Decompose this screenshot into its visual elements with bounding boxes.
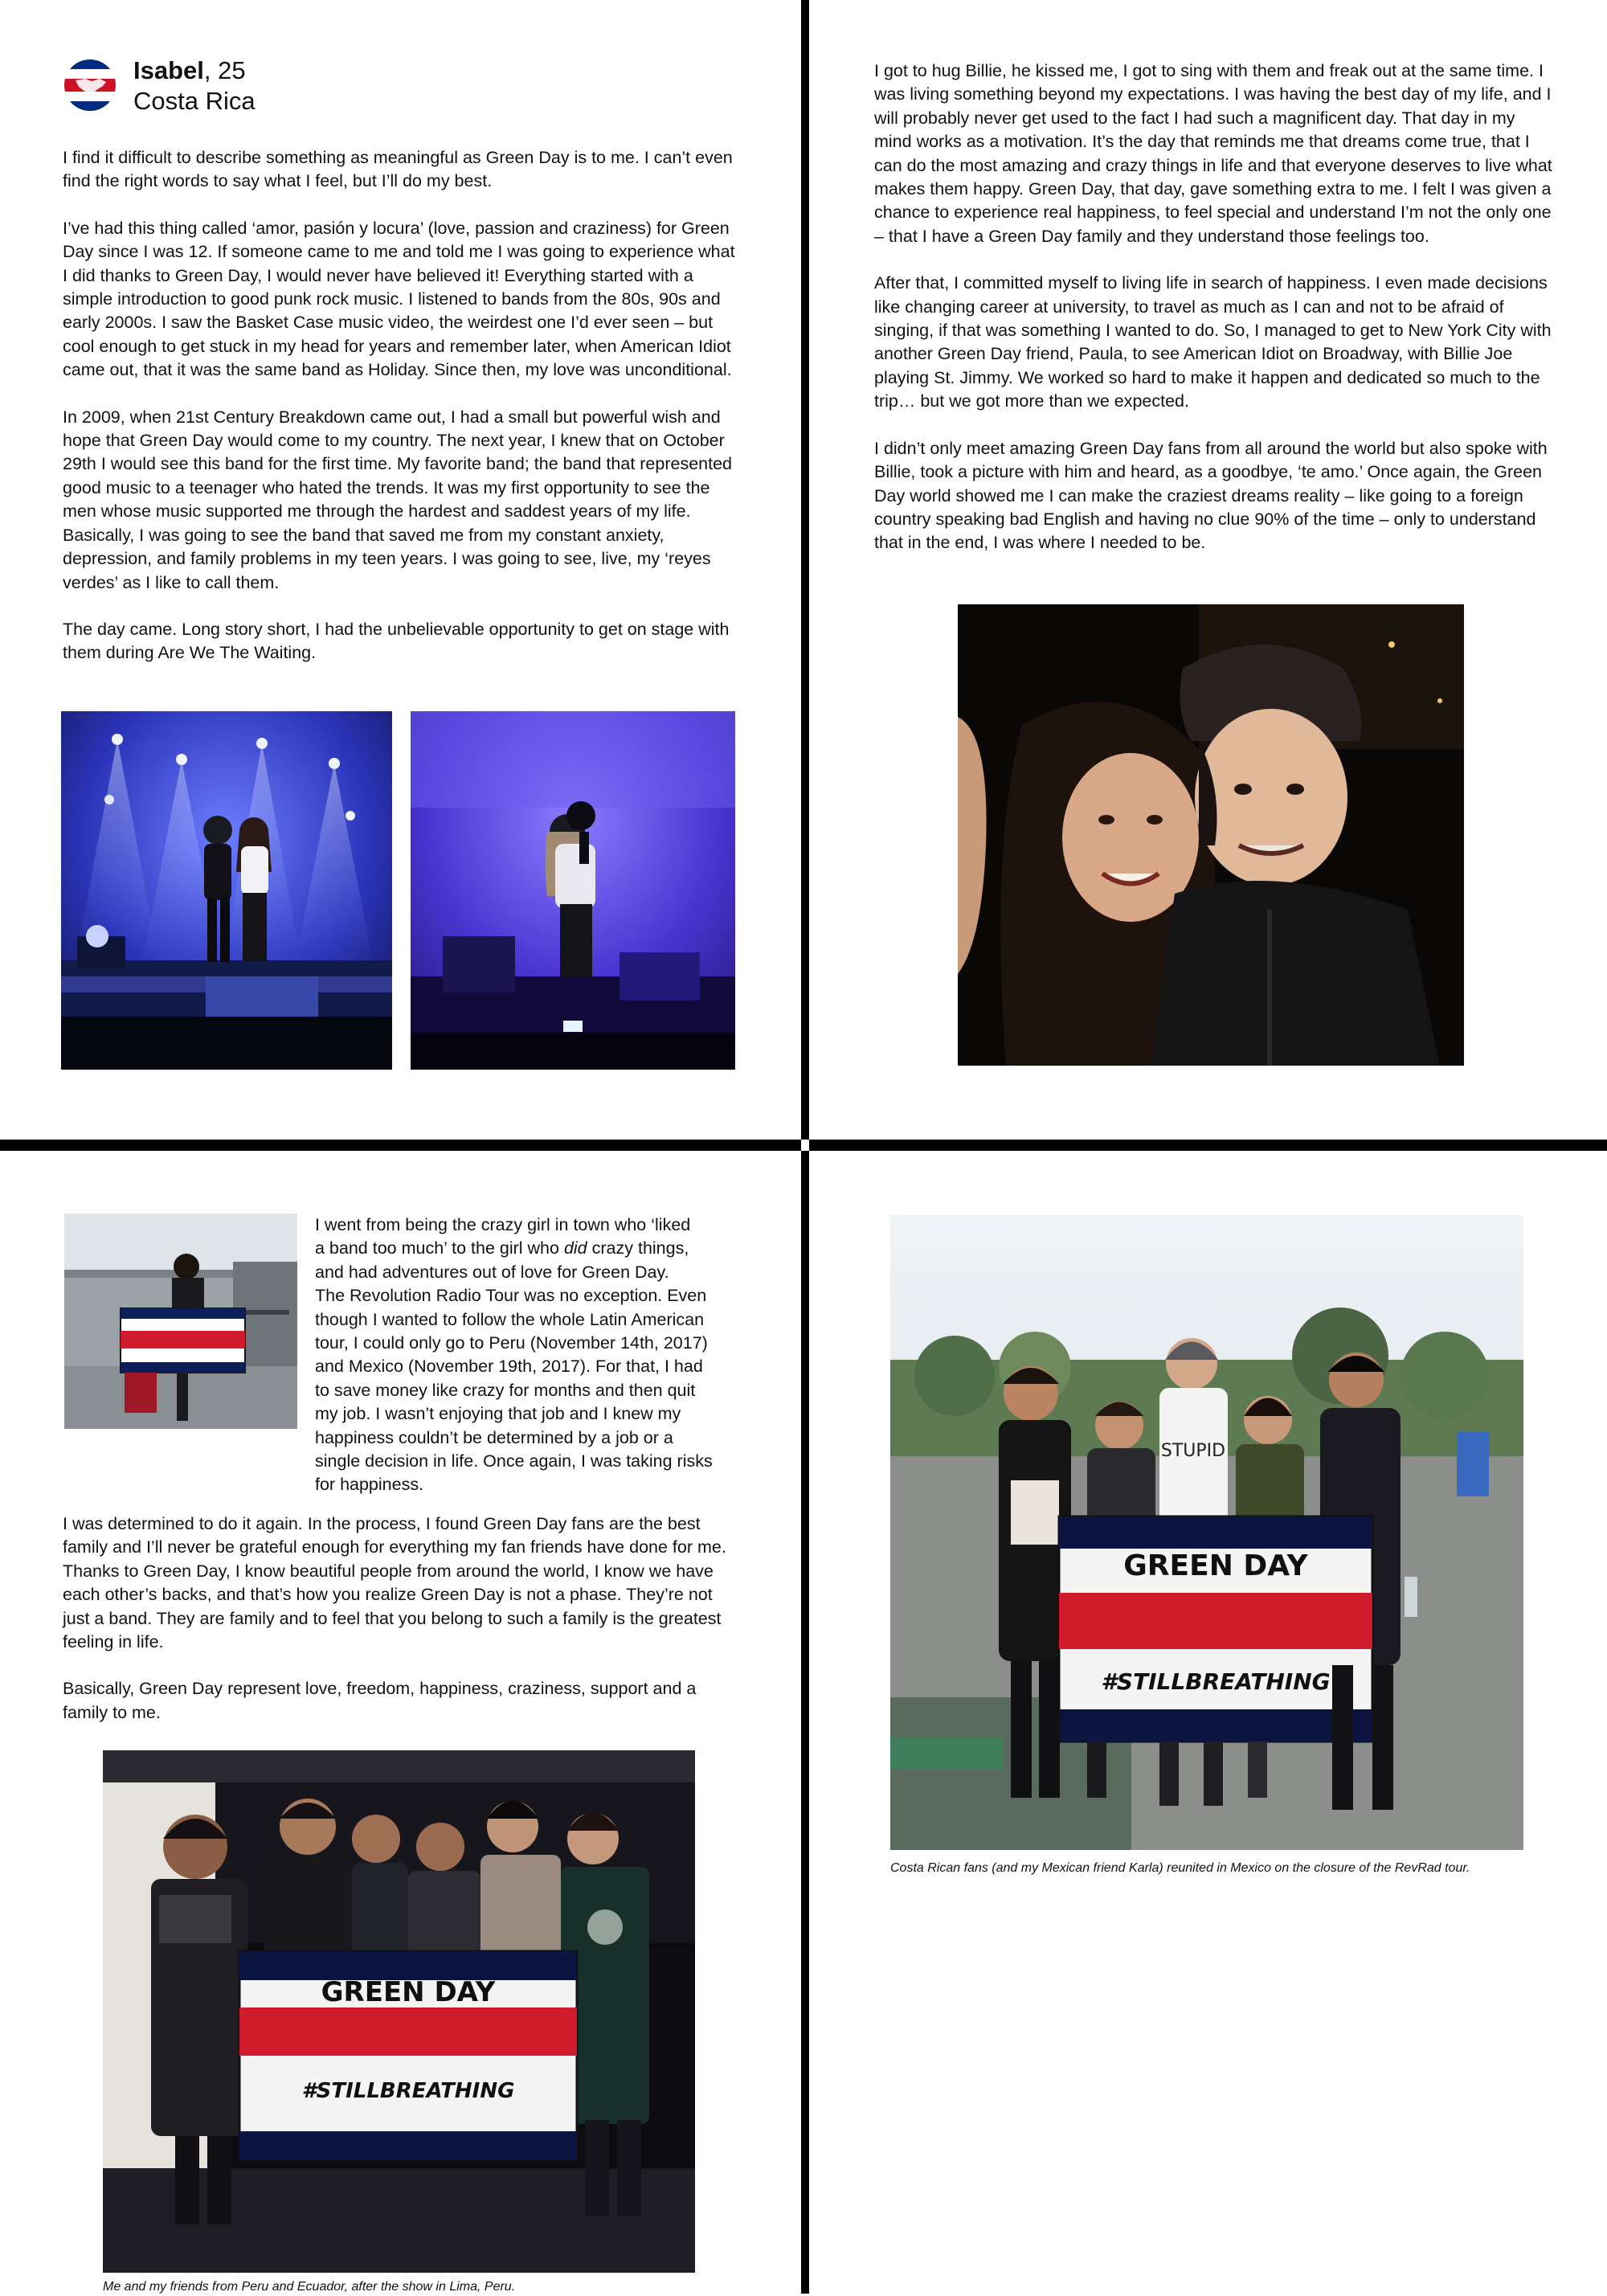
paragraph: In 2009, when 21st Century Breakdown came out, I had a small but powerful wish and hope that Green Day would come to my country. The next year, I knew that on October 29th I would see this band for the first time. My favorite band; the band that represented good music to a teenager who hated the trends. It was my first opportunity to see the men whose music supported me through the hardest and saddest years of my life. Basically, I was going to see the band that saved me from my constant anxiety, depression, and family problems in my teen years. I was going to see, live, my ‘reyes verdes’ as I like to call them. [63,407,733,592]
paragraph: I find it difficult to describe something as meaningful as Green Day is to me. I can’t even find the right words to say what I feel, but I’ll do my best. [63,148,733,191]
paragraph: I was determined to do it again. In the process, I found Green Day fans are the best family and I’ll never be grateful enough for everything my fan friends have done for me. Thanks to Green Day, I know beautiful people from around the world, I know we have each other’s backs, and that’s how you realize Green Day is not a phase. They’re not just a band. They are family and to feel that you belong to such a family is the greatest feeling in life. [63,1514,726,1652]
profile-country: Costa Rica [133,87,256,115]
divider-vertical-bottom [801,1151,809,2294]
page-1 [0,0,801,1140]
costa-rica-flag-icon [64,59,116,111]
emphasis: did [563,1238,587,1259]
page-2 [809,0,1607,1140]
divider-horizontal-right [809,1140,1607,1151]
page-4 [809,1151,1607,2294]
intro-line: single decision in life. Once again, I was taking risks [315,1451,713,1471]
intro-line: though I wanted to follow the whole Latin American [315,1309,705,1329]
intro-line: happiness couldn’t be determined by a job or a [315,1427,673,1447]
shirt-text: STUPID [1160,1441,1226,1461]
mexico-fans-photo [890,1215,1523,1850]
paragraph: I’ve had this thing called ‘amor, pasión y locura’ (love, passion and craziness) for Green Day since I was 12. If someone came to me and told me I was going to experience what I did thanks to Green Day, I would never have believed it! Everything started with a simple introduction to good punk rock music. I listened to bands from the 80s, 90s and early 2000s. I saw the Basket Case music video, the weirdest one I’d ever seen – but cool enough to get stuck in my head for years and remember later, when American Idiot came out, that it was the same band as Holiday. Since then, my love was unconditional. [63,218,735,380]
lima-photo-caption: Me and my friends from Peru and Ecuador, after the show in Lima, Peru. [103,2280,516,2294]
page-3 [0,1151,801,2294]
profile-age: , 25 [203,56,246,84]
paragraph: The day came. Long story short, I had the unbelievable opportunity to get on stage with them during Are We The Waiting. [63,619,730,663]
intro-line-emphasis: a band too much’ to the girl who did crazy things, [315,1238,689,1259]
banner-hashtag-text: #STILLBREATHING [301,2079,515,2103]
concert-stage-photo [61,711,392,1070]
paragraph: Basically, Green Day represent love, freedom, happiness, craziness, support and a family to me. [63,1679,697,1722]
concert-singing-photo [411,711,735,1070]
intro-line: and Mexico (November 19th, 2017). For that, I had [315,1357,703,1377]
page-3-intro-text [315,1213,749,1497]
selfie-with-billie-photo [958,604,1464,1066]
divider-vertical-top [801,0,809,1140]
banner-title-text: GREEN DAY [321,1976,496,2008]
intro-line: to save money like crazy for months and then quit [315,1380,696,1400]
airport-flag-photo [64,1213,297,1429]
banner-title-text: GREEN DAY [1123,1549,1308,1582]
intro-line: for happiness. [315,1475,424,1495]
banner-hashtag-text: #STILLBREATHING [1101,1668,1331,1695]
intro-line: I went from being the crazy girl in town who ‘liked [315,1215,691,1234]
page-1-text [63,146,742,665]
mexico-photo-caption: Costa Rican fans (and my Mexican friend Karla) reunited in Mexico on the closure of the RevRad tour. [890,1861,1470,1875]
intro-line: my job. I wasn’t enjoying that job and I knew my [315,1404,681,1424]
intro-line: and had adventures out of love for Green Day. [315,1262,669,1282]
page-3-text [63,1512,742,1725]
paragraph: I got to hug Billie, he kissed me, I got to sing with them and freak out at the same time. I was living something beyond my expectations. I was having the best day of my life, and I will probably never get used to the fact I had such a magnificent day. That day in my mind works as a motivation. It’s the day that reminds me that dreams come true, that I can do the most amazing and crazy things in life and that everyone deserves to live what makes them happy. Green Day, that day, gave something extra to me. I felt I was given a chance to experience real happiness, to feel special and understand I’m not the only one – that I have a Green Day family and they understand those feelings too. [874,61,1552,246]
intro-line: The Revolution Radio Tour was no exception. Even [315,1286,707,1306]
lima-friends-photo [103,1750,695,2273]
divider-horizontal-left [0,1140,801,1151]
profile-name-line [133,56,246,85]
paragraph: I didn’t only meet amazing Green Day fans from all around the world but also spoke with Billie, took a picture with him and heard, as a goodbye, ‘te amo.’ Once again, the Green Day world showed me I can make the craziest dreams reality – like going to a foreign country speaking bad English and having no clue 90% of the time – only to understand that in the end, I was where I needed to be. [874,438,1548,553]
page-2-text [874,59,1556,555]
profile-name: Isabel [133,56,204,84]
paragraph: After that, I committed myself to living life in search of happiness. I even made decisions like changing career at university, to travel as much as I can and not to be afraid of singing, if that was something I wanted to do. So, I managed to get to New York City with another Green Day friend, Paula, to see American Idiot on Broadway, with Billie Joe playing St. Jimmy. We worked so hard to make it happen and dedicated so much to the trip… but we got more than we expected. [874,273,1552,411]
intro-line: tour, I could only go to Peru (November 14th, 2017) [315,1333,708,1353]
